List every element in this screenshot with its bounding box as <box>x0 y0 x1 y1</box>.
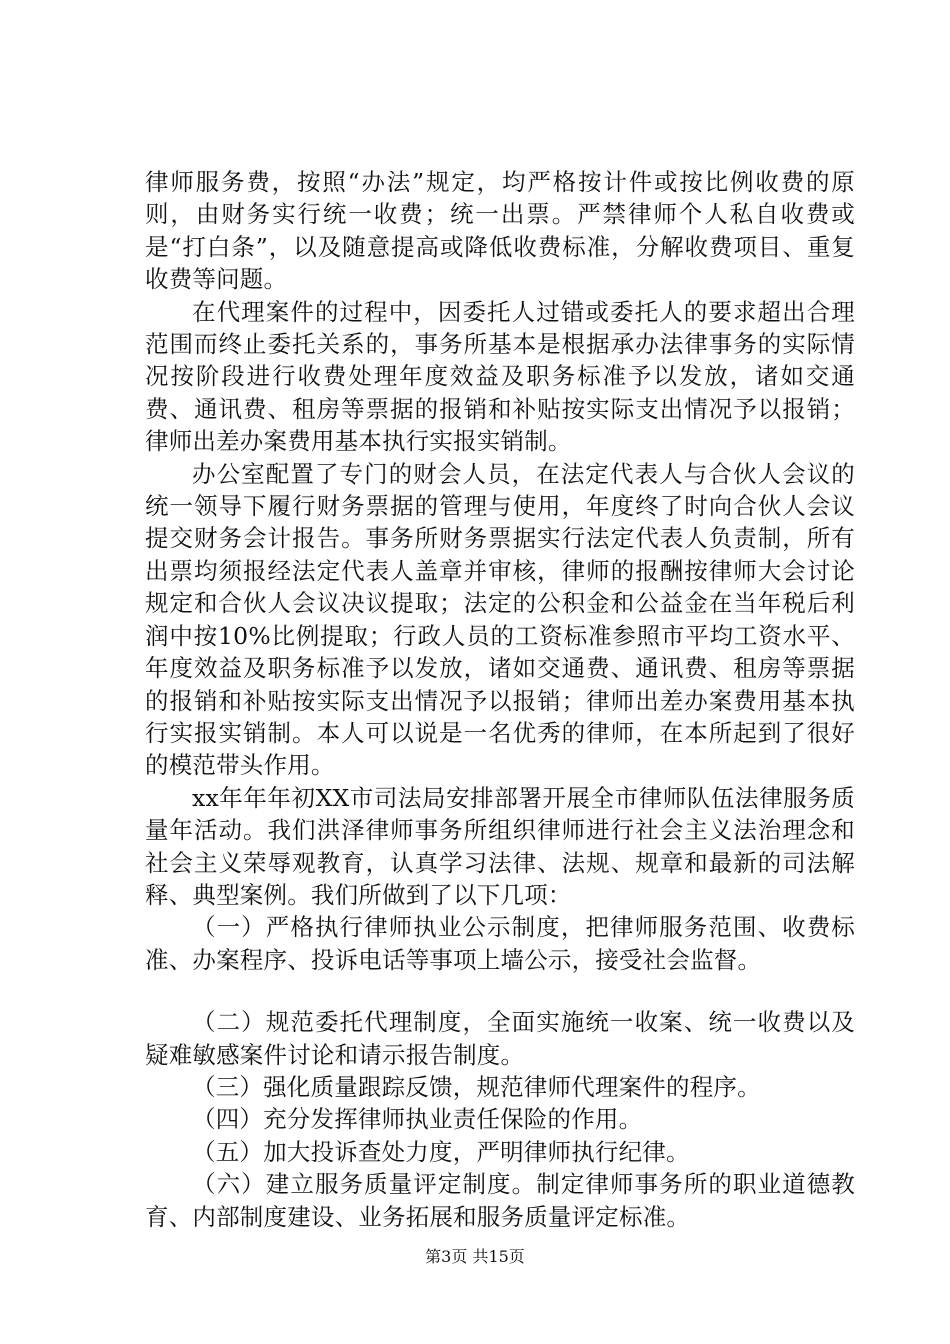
paragraph-4: xx年年年初XX市司法局安排部署开展全市律师队伍法律服务质量年活动。我们洪泽律师事务所组织律师进行社会主义法治理念和社会主义荣辱观教育，认真学习法律、法规、规章和最新的司法解释、典型案例。我们所做到了以下几项： <box>145 783 855 909</box>
paragraph-2: 在代理案件的过程中，因委托人过错或委托人的要求超出合理范围而终止委托关系的，事务所基本是根据承办法律事务的实际情况按阶段进行收费处理年度效益及职务标准予以发放，诸如交通费、通讯费、租房等票据的报销和补贴按实际支出情况予以报销；律师出差办案费用基本执行实报实销制。 <box>145 297 855 456</box>
page-footer: 第3页 共15页 <box>425 1247 525 1266</box>
list-item-1: （一）严格执行律师执业公示制度，把律师服务范围、收费标准、办案程序、投诉电话等事项上墙公示，接受社会监督。 <box>145 913 855 974</box>
paragraph-1: 律师服务费，按照“办法”规定，均严格按计件或按比例收费的原则，由财务实行统一收费；统一出票。严禁律师个人私自收费或是“打白条”，以及随意提高或降低收费标准，分解收费项目、重复收费等问题。 <box>145 168 855 294</box>
list-item-4: （四）充分发挥律师执业责任保险的作用。 <box>192 1105 643 1134</box>
list-item-6: （六）建立服务质量评定制度。制定律师事务所的职业道德教育、内部制度建设、业务拓展和服务质量评定标准。 <box>145 1170 855 1231</box>
document-body <box>145 166 855 1233</box>
list-item-2: （二）规范委托代理制度，全面实施统一收案、统一收费以及疑难敏感案件讨论和请示报告制度。 <box>145 1008 855 1069</box>
list-item-5: （五）加大投诉查处力度，严明律师执行纪律。 <box>192 1137 690 1166</box>
paragraph-3: 办公室配置了专门的财会人员，在法定代表人与合伙人会议的统一领导下履行财务票据的管理与使用，年度终了时向合伙人会议提交财务会计报告。事务所财务票据实行法定代表人负责制，所有出票均须报经法定代表人盖章并审核，律师的报酬按律师大会讨论规定和合伙人会议决议提取；法定的公积金和公益金在当年税后利润中按10%比例提取；行政人员的工资标准参照市平均工资水平、年度效益及职务标准予以发放，诸如交通费、通讯费、租房等票据的报销和补贴按实际支出情况予以报销；律师出差办案费用基本执行实报实销制。本人可以说是一名优秀的律师，在本所起到了很好的模范带头作用。 <box>145 459 855 780</box>
list-item-3: （三）强化质量跟踪反馈，规范律师代理案件的程序。 <box>192 1072 761 1101</box>
